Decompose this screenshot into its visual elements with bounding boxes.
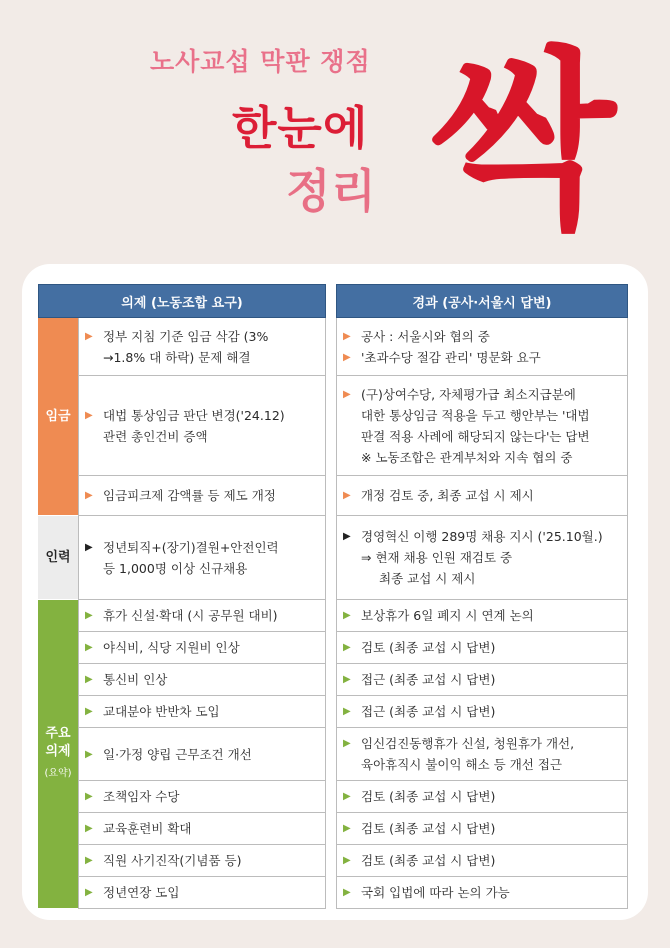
progress-item: ▶ 개정 검토 중, 최종 교섭 시 제시 xyxy=(336,476,628,516)
table-row xyxy=(38,664,628,696)
triangle-right-icon: ▶ xyxy=(343,490,351,501)
header-progress: 경과 (공사·서울시 답변) xyxy=(336,284,628,318)
triangle-right-icon: ▶ xyxy=(85,674,93,685)
progress-item: ▶ 검토 (최종 교섭 시 답변) xyxy=(336,813,628,845)
triangle-right-icon: ▶ xyxy=(343,738,351,749)
table-header-row xyxy=(38,284,628,318)
agenda-item: ▶ 임금피크제 감액률 등 제도 개정 xyxy=(78,476,326,516)
agenda-item: ▶ 일·가정 양립 근무조건 개선 xyxy=(78,728,326,781)
triangle-right-icon: ▶ xyxy=(343,791,351,802)
agenda-item: ▶ 정년퇴직+(장기)결원+안전인력 등 1,000명 이상 신규채용 xyxy=(78,516,326,600)
agenda-item: ▶ 교육훈련비 확대 xyxy=(78,813,326,845)
category-labor: 인력 xyxy=(38,516,78,600)
agenda-item: ▶ 야식비, 식당 지원비 인상 xyxy=(78,632,326,664)
progress-item: ▶ 경영혁신 이행 289명 채용 지시 ('25.10월.) ⇒ 현재 채용 인원 재검토 중 최종 교섭 시 제시 xyxy=(336,516,628,600)
triangle-right-icon: ▶ xyxy=(85,887,93,898)
table-row xyxy=(38,813,628,845)
progress-item: ▶ 검토 (최종 교섭 시 답변) xyxy=(336,632,628,664)
triangle-right-icon: ▶ xyxy=(85,642,93,653)
triangle-right-icon: ▶ xyxy=(85,541,93,553)
triangle-right-icon: ▶ xyxy=(85,610,93,621)
table-row xyxy=(38,600,628,632)
triangle-right-icon: ▶ xyxy=(343,674,351,685)
table-row xyxy=(38,728,628,781)
triangle-right-icon: ▶ xyxy=(85,823,93,834)
agenda-card xyxy=(22,264,648,920)
table-row xyxy=(38,516,628,600)
agenda-item: ▶ 조책임자 수당 xyxy=(78,781,326,813)
triangle-right-icon: ▶ xyxy=(85,855,93,866)
table-row xyxy=(38,696,628,728)
triangle-right-icon: ▶ xyxy=(343,642,351,653)
table-row xyxy=(38,781,628,813)
agenda-item: ▶ 대법 통상임금 판단 변경('24.12) 관련 총인건비 증액 xyxy=(78,376,326,476)
progress-item: ▶ 임신검진동행휴가 신설, 청원휴가 개선, 육아휴직시 불이익 해소 등 개선 접근 xyxy=(336,728,628,781)
triangle-right-icon: ▶ xyxy=(343,610,351,621)
agenda-item: ▶ 직원 사기진작(기념품 등) xyxy=(78,845,326,877)
progress-item: ▶ 검토 (최종 교섭 시 답변) xyxy=(336,845,628,877)
title-line-2: 정리 xyxy=(286,164,377,218)
agenda-item: ▶ 정년연장 도입 xyxy=(78,877,326,909)
progress-item: ▶ 국회 입법에 따라 논의 가능 xyxy=(336,877,628,909)
triangle-right-icon: ▶ xyxy=(343,887,351,898)
subtitle: 노사교섭 막판 쟁점 xyxy=(150,47,371,76)
header-agenda: 의제 (노동조합 요구) xyxy=(38,284,326,318)
title-line-1: 한눈에 xyxy=(232,101,369,155)
triangle-right-icon: ▶ xyxy=(85,706,93,717)
table-row xyxy=(38,877,628,909)
progress-item: ▶ 접근 (최종 교섭 시 답변) xyxy=(336,696,628,728)
agenda-item: ▶ 교대분야 반반차 도입 xyxy=(78,696,326,728)
table-row xyxy=(38,318,628,376)
progress-item: ▶ 공사 : 서울시와 협의 중 ▶ '초과수당 절감 관리' 명문화 요구 xyxy=(336,318,628,376)
triangle-right-icon: ▶ xyxy=(343,855,351,866)
progress-item: ▶ 검토 (최종 교섭 시 답변) xyxy=(336,781,628,813)
triangle-right-icon: ▶ xyxy=(343,330,351,342)
table-row xyxy=(38,632,628,664)
agenda-table xyxy=(38,284,628,909)
triangle-right-icon: ▶ xyxy=(343,531,351,542)
table-row xyxy=(38,476,628,516)
agenda-item: ▶ 정부 지침 기준 임금 삭감 (3% →1.8% 대 하락) 문제 해결 xyxy=(78,318,326,376)
progress-item: ▶ (구)상여수당, 자체평가급 최소지급분에 대한 통상임금 적용을 두고 행안부는 '대법 판결 적용 사례에 해당되지 않는다'는 답변 ※ 노동조합은 관계부처와 지속 협의 중 xyxy=(336,376,628,476)
triangle-right-icon: ▶ xyxy=(343,706,351,717)
triangle-right-icon: ▶ xyxy=(85,791,93,802)
table-row xyxy=(38,376,628,476)
triangle-right-icon: ▶ xyxy=(343,823,351,834)
category-major: 주요 의제 (요약) xyxy=(38,600,78,909)
agenda-item: ▶ 휴가 신설·확대 (시 공무원 대비) xyxy=(78,600,326,632)
agenda-item: ▶ 통신비 인상 xyxy=(78,664,326,696)
triangle-right-icon: ▶ xyxy=(343,351,351,363)
progress-item: ▶ 접근 (최종 교섭 시 답변) xyxy=(336,664,628,696)
progress-item: ▶ 보상휴가 6일 폐지 시 연계 논의 xyxy=(336,600,628,632)
triangle-right-icon: ▶ xyxy=(85,330,93,342)
triangle-right-icon: ▶ xyxy=(85,748,93,760)
big-character: 싹 xyxy=(430,31,616,254)
table-row xyxy=(38,845,628,877)
triangle-right-icon: ▶ xyxy=(85,490,93,501)
triangle-right-icon: ▶ xyxy=(343,388,351,400)
category-wage: 임금 xyxy=(38,318,78,516)
triangle-right-icon: ▶ xyxy=(85,409,93,421)
